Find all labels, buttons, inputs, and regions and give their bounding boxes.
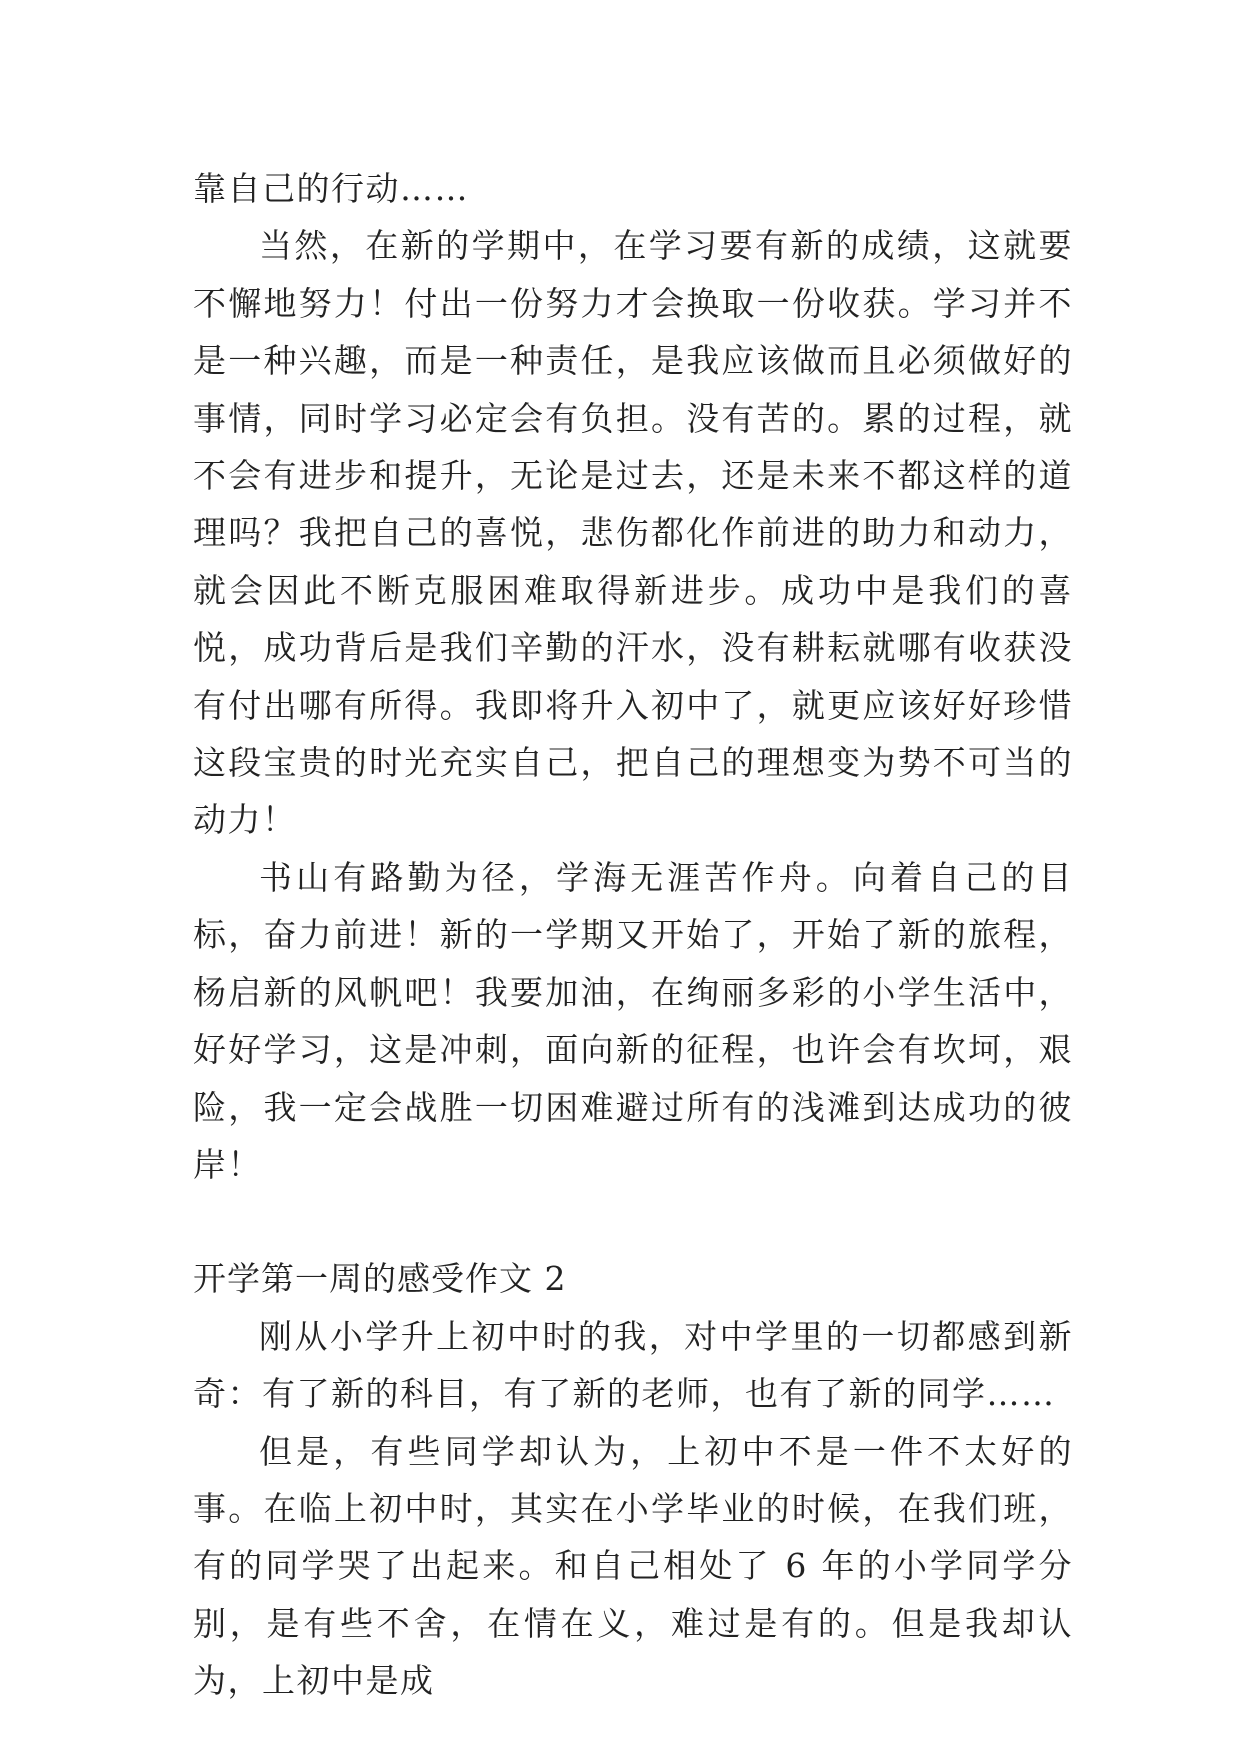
paragraph-new-school: 刚从小学升上初中时的我，对中学里的一切都感到新奇：有了新的科目，有了新的老师，也有了新的同学…… bbox=[193, 1316, 1073, 1414]
paragraph-goal: 书山有路勤为径，学海无涯苦作舟。向着自己的目标，奋力前进！新的一学期又开始了，开始了新的旅程，杨启新的风帆吧！我要加油，在绚丽多彩的小学生活中，好好学习，这是冲刺，面向新的征程，也许会有坎坷，艰险，我一定会战胜一切困难避过所有的浅滩到达成功的彼岸！ bbox=[193, 857, 1073, 1184]
paragraph-effort: 当然，在新的学期中，在学习要有新的成绩，这就要不懈地努力！付出一份努力才会换取一份收获。学习并不是一种兴趣，而是一种责任，是我应该做而且必须做好的事情，同时学习必定会有负担。没有苦的。累的过程，就不会有进步和提升，无论是过去，还是未来不都这样的道理吗？我把自己的喜悦，悲伤都化作前进的助力和动力，就会因此不断克服困难取得新进步。成功中是我们的喜悦，成功背后是我们辛勤的汗水，没有耕耘就哪有收获没有付出哪有所得。我即将升入初中了，就更应该好好珍惜这段宝贵的时光充实自己，把自己的理想变为势不可当的动力！ bbox=[193, 226, 1073, 840]
paragraph-opinion: 但是，有些同学却认为，上初中不是一件不太好的事。在临上初中时，其实在小学毕业的时候，在我们班，有的同学哭了出起来。和自己相处了 6 年的小学同学分别，是有些不舍，在情在义，难过是有的。但是我却认为，上初中是成 bbox=[193, 1431, 1073, 1701]
paragraph-continuation: 靠自己的行动…… bbox=[193, 169, 469, 208]
section-heading: 开学第一周的感受作文 2 bbox=[193, 1259, 567, 1299]
document-body bbox=[193, 160, 1073, 1710]
